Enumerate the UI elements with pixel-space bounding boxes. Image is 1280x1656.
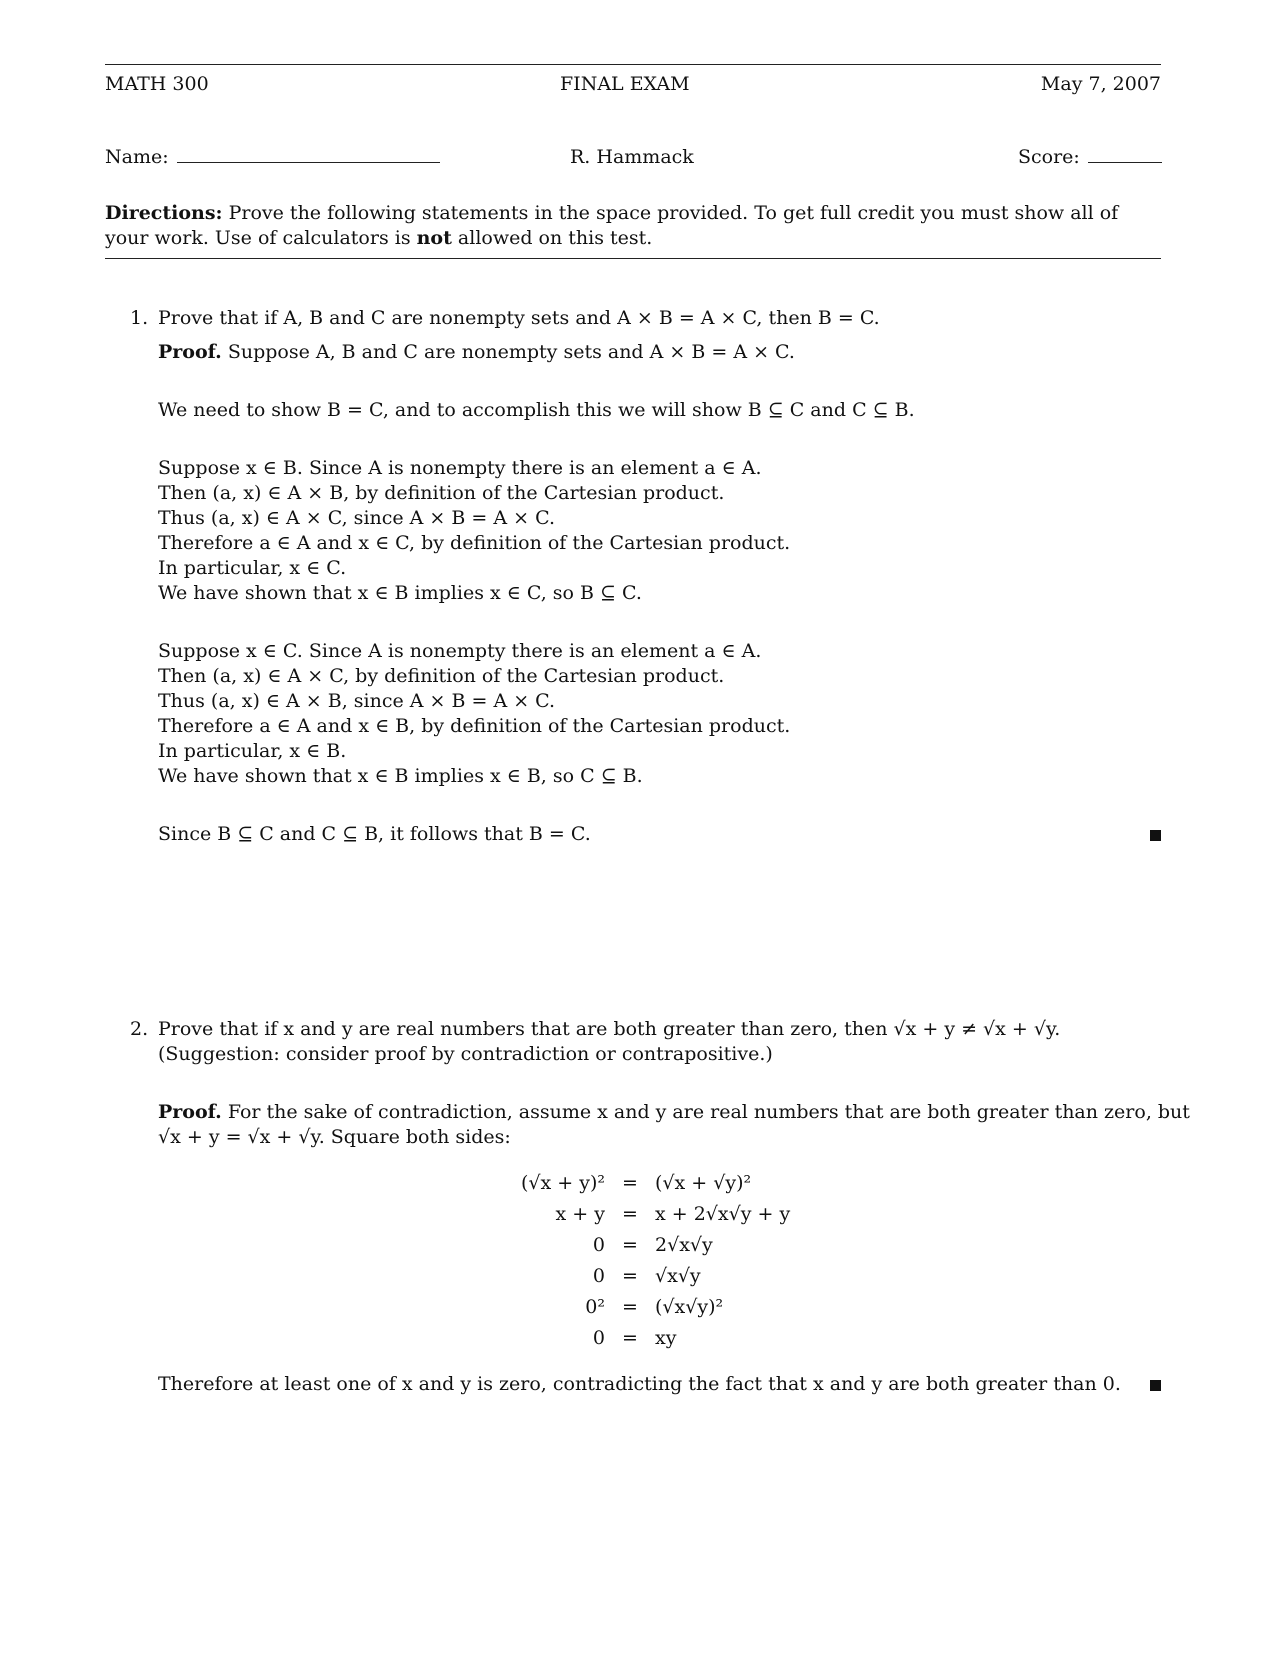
- equation-relation: =: [622, 1296, 638, 1318]
- exam-title: FINAL EXAM: [560, 73, 690, 95]
- proof-line-1-text: For the sake of contradiction, assume x and y are real numbers that are both greater than zero, but: [227, 1101, 1190, 1123]
- equation-relation: =: [622, 1327, 638, 1349]
- top-rule: [105, 64, 1161, 65]
- proof-line: Therefore a ∈ A and x ∈ C, by definition of the Cartesian product.: [158, 532, 791, 554]
- problem-2-proof-line-2: √x + y = √x + √y. Square both sides:: [158, 1126, 511, 1148]
- directions-emph: not: [416, 227, 452, 249]
- proof-line: Thus (a, x) ∈ A × B, since A × B = A × C.: [158, 690, 556, 712]
- equation-left: 0: [592, 1265, 605, 1287]
- directions-text-2: allowed on this test.: [451, 227, 653, 249]
- equation-relation: =: [622, 1172, 638, 1194]
- proof-label: Proof.: [158, 341, 222, 363]
- problem-1-statement: Prove that if A, B and C are nonempty sets and A × B = A × C, then B = C.: [158, 307, 880, 329]
- proof-line: We have shown that x ∈ B implies x ∈ B, so C ⊆ B.: [158, 765, 643, 787]
- equation-left: 0²: [585, 1296, 605, 1318]
- problem-1-conclusion: Since B ⊆ C and C ⊆ B, it follows that B = C.: [158, 823, 591, 845]
- equation-relation: =: [622, 1265, 638, 1287]
- equation-right: xy: [655, 1327, 677, 1349]
- problem-2-number: 2.: [130, 1018, 149, 1040]
- proof-line: Therefore a ∈ A and x ∈ B, by definition of the Cartesian product.: [158, 715, 791, 737]
- equation-relation: =: [622, 1234, 638, 1256]
- proof-line: Then (a, x) ∈ A × B, by definition of the Cartesian product.: [158, 482, 725, 504]
- problem-2-conclusion: Therefore at least one of x and y is zero, contradicting the fact that x and y are both greater than 0.: [158, 1373, 1121, 1395]
- score-label: Score:: [1018, 146, 1080, 168]
- equation-right: x + 2√x√y + y: [655, 1203, 791, 1225]
- problem-1-plan: We need to show B = C, and to accomplish this we will show B ⊆ C and C ⊆ B.: [158, 399, 915, 421]
- directions-text-1: Prove the following statements in the space provided. To get full credit you must show all of your work. Use of calculators is: [105, 202, 1119, 249]
- equation-right: (√x√y)²: [655, 1296, 724, 1318]
- proof-line: We have shown that x ∈ B implies x ∈ C, so B ⊆ C.: [158, 582, 642, 604]
- problem-2-proof-line-1: [158, 1100, 1190, 1125]
- name-label: Name:: [105, 146, 169, 168]
- score-blank[interactable]: [1088, 162, 1162, 163]
- proof-label: Proof.: [158, 1101, 222, 1123]
- course-label: MATH 300: [105, 73, 209, 95]
- directions-rule: [105, 258, 1161, 259]
- proof-line: Then (a, x) ∈ A × C, by definition of the Cartesian product.: [158, 665, 725, 687]
- proof-line: Thus (a, x) ∈ A × C, since A × B = A × C.: [158, 507, 555, 529]
- problem-2-suggestion: (Suggestion: consider proof by contradiction or contrapositive.): [158, 1043, 773, 1065]
- proof-line: Suppose x ∈ B. Since A is nonempty there is an element a ∈ A.: [158, 457, 762, 479]
- proof-line: In particular, x ∈ C.: [158, 557, 347, 579]
- equation-right: (√x + √y)²: [655, 1172, 752, 1194]
- score-field: [1018, 146, 1162, 168]
- name-blank[interactable]: [177, 162, 440, 163]
- directions: [105, 201, 1161, 251]
- qed-square: [1150, 1380, 1161, 1391]
- proof-intro-text: Suppose A, B and C are nonempty sets and A × B = A × C.: [227, 341, 795, 363]
- proof-line: Suppose x ∈ C. Since A is nonempty there is an element a ∈ A.: [158, 640, 762, 662]
- equation-relation: =: [622, 1203, 638, 1225]
- equation-left: x + y: [555, 1203, 605, 1225]
- equation-left: (√x + y)²: [521, 1172, 605, 1194]
- equation-left: 0: [592, 1234, 605, 1256]
- qed-square: [1150, 830, 1161, 841]
- equation-right: √x√y: [655, 1265, 701, 1287]
- name-field: [105, 146, 440, 168]
- problem-1-proof-intro: [158, 340, 795, 365]
- equation-right: 2√x√y: [655, 1234, 713, 1256]
- problem-2-statement: Prove that if x and y are real numbers that are both greater than zero, then √x + y ≠ √x + √y.: [158, 1018, 1061, 1040]
- proof-line: In particular, x ∈ B.: [158, 740, 347, 762]
- equation-left: 0: [592, 1327, 605, 1349]
- directions-label: Directions:: [105, 202, 223, 224]
- exam-date: May 7, 2007: [1040, 73, 1161, 95]
- problem-1-number: 1.: [130, 307, 149, 329]
- instructor-name: R. Hammack: [570, 146, 694, 168]
